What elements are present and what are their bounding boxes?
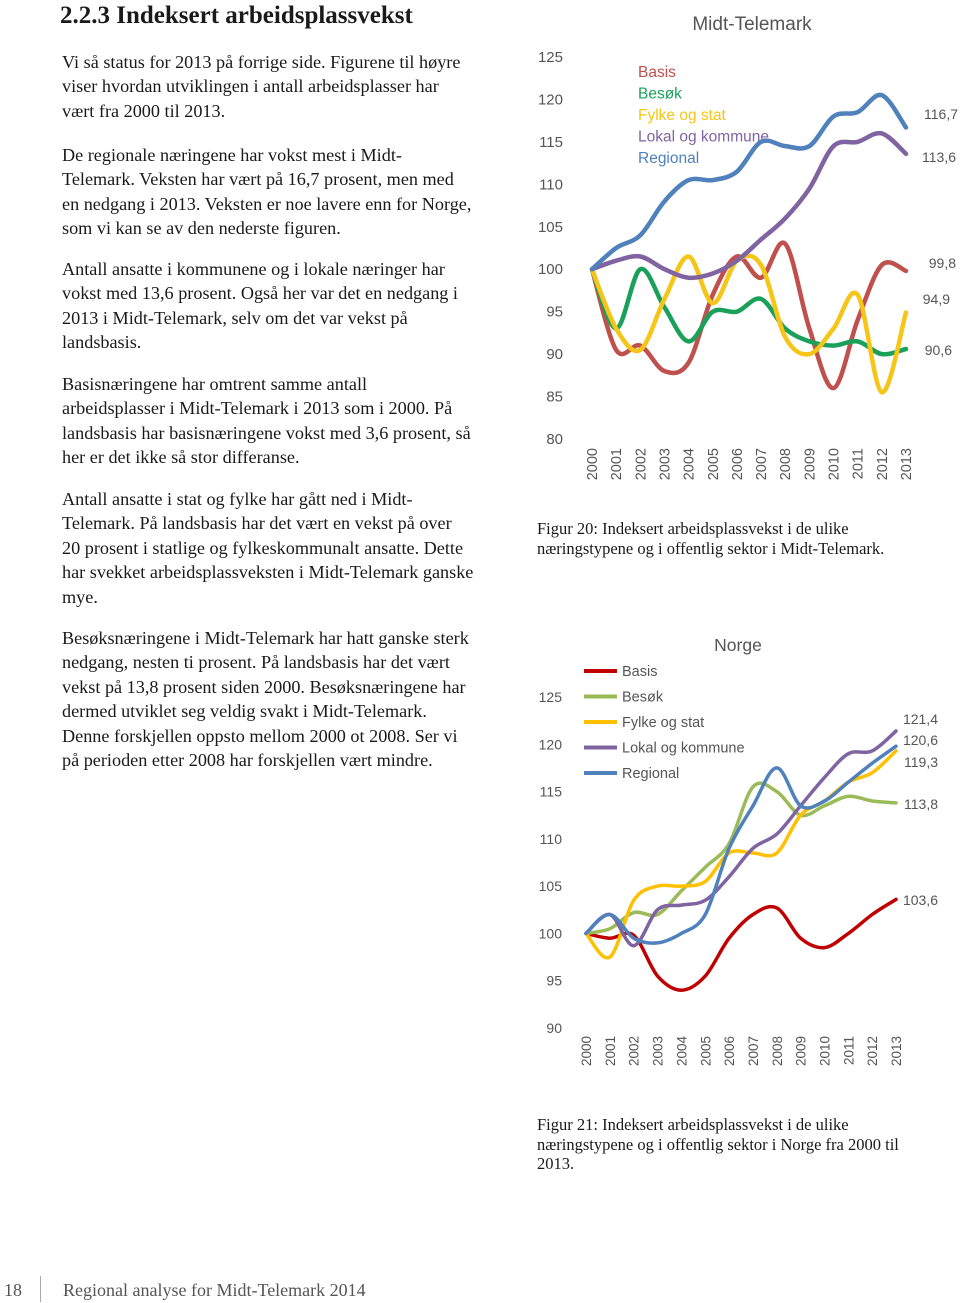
chart2-end-value-label: 113,8 [904,796,938,812]
chart1-x-tick-label: 2001 [609,448,626,481]
chart1-x-tick-label: 2000 [585,448,601,481]
section-heading: 2.2.3 Indeksert arbeidsplassvekst [60,2,413,29]
chart2-x-tick-label: 2004 [674,1036,690,1067]
chart1-x-tick-label: 2004 [681,448,698,481]
chart2-y-tick-label: 110 [539,830,562,847]
chart2-end-value-label: 120,6 [902,732,938,748]
chart1-x-tick-label: 2007 [754,448,771,481]
footer-publication-title: Regional analyse for Midt-Telemark 2014 [63,1280,366,1300]
chart2-end-value-label: 103,6 [902,892,938,908]
chart1-y-tick-label: 85 [546,388,563,406]
chart2-x-tick-label: 2001 [602,1036,618,1067]
paragraph-intro: Vi så status for 2013 på forrige side. Figurene til høyre viser hvordan utviklingen i antall arbeidsplasser har vært fra 2000 til 2013. [62,52,461,121]
figure-21-caption: Figur 21: Indeksert arbeidsplassvekst i de ulike næringstypene og i offentlig sektor i Norge fra 2000 til 2013. [537,1115,899,1173]
chart1-legend-label: Fylke og stat [638,107,726,124]
footer-divider [40,1276,41,1302]
chart2-x-tick-label: 2012 [865,1036,881,1067]
chart1-x-tick-label: 2013 [898,448,915,481]
page-number: 18 [4,1280,22,1300]
chart1-legend-label: Regional [638,150,700,167]
chart2-y-tick-label: 115 [539,783,562,800]
chart1-title: Midt-Telemark [692,14,812,35]
chart1-y-tick-label: 100 [537,261,563,279]
chart2-legend-label: Lokal og kommune [622,740,745,757]
chart1-end-value-label: 90,6 [924,342,952,358]
chart2-legend-label: Fylke og stat [622,715,705,731]
chart2-x-tick-label: 2009 [793,1036,809,1067]
paragraph-besok: Besøksnæringene i Midt-Telemark har hatt ganske sterk nedgang, nesten ti prosent. På landsbasis har det vært vekst på 13,8 prosent siden 2000. Besøksnæringene har dermed utviklet seg veldig svakt i Midt-Telemark. Denne forskjellen oppsto mellom 2000 ot 2008. Ser vi på perioden etter 2008 har forskjellen vært mindre. [62,628,469,771]
chart1-x-tick-label: 2002 [633,448,650,481]
chart1-x-tick-label: 2003 [657,448,674,481]
chart1-x-tick-label: 2006 [729,448,746,481]
chart1-series-fylke-og-stat-line [592,256,906,393]
chart2-y-tick-label: 95 [546,972,562,989]
chart1-x-tick-label: 2012 [874,448,891,481]
chart1-x-tick-label: 2005 [705,448,722,481]
chart2-y-tick-label: 105 [538,878,562,895]
chart2-end-value-label: 121,4 [902,711,938,727]
chart2-title: Norge [714,635,762,655]
chart1-y-tick-label: 115 [539,133,563,151]
chart2-legend-label: Basis [622,664,658,680]
chart1-end-value-label: 116,7 [924,106,958,122]
chart2-x-tick-label: 2010 [817,1036,833,1067]
chart1-y-tick-label: 120 [537,91,563,109]
chart1-y-tick-label: 125 [537,49,563,66]
chart2-x-tick-label: 2006 [722,1036,738,1067]
chart2-series-besok-line [586,783,896,933]
chart2-y-tick-label: 100 [538,925,562,942]
paragraph-regional: De regionale næringene har vokst mest i Midt-Telemark. Veksten har vært på 16,7 prosent, men med en nedgang i 2013. Veksten er noe lavere enn for Norge, som vi kan se av den nederste figuren. [62,145,472,239]
chart1-x-tick-label: 2011 [850,448,867,480]
chart2-x-tick-label: 2007 [745,1036,761,1067]
chart2-x-tick-label: 2013 [889,1036,905,1067]
chart1-y-tick-label: 105 [537,218,563,236]
chart1-end-value-label: 113,6 [922,149,956,165]
chart2-x-tick-label: 2000 [579,1036,594,1067]
chart2-x-tick-label: 2008 [769,1036,785,1067]
chart1-legend-label: Basis [638,64,676,81]
chart1-y-tick-label: 110 [539,176,563,194]
figure-20-caption: Figur 20: Indeksert arbeidsplassvekst i de ulike næringstypene og i offentlig sektor i Midt-Telemark. [537,519,885,558]
paragraph-lokal: Antall ansatte i kommunene og i lokale næringer har vokst med 13,6 prosent. Også her var det en nedgang i 2013 i Midt-Telemark, selv om det var vekst på landsbasis. [62,259,458,353]
chart2-y-tick-label: 120 [538,736,562,753]
chart1-x-tick-label: 2010 [826,448,843,481]
chart1-legend-label: Lokal og kommune [638,128,769,146]
chart1-y-tick-label: 95 [546,303,563,321]
chart2-x-tick-label: 2002 [626,1036,642,1067]
chart1-y-tick-label: 90 [546,346,563,364]
chart2-end-value-label: 119,3 [904,754,938,770]
chart2-x-tick-label: 2011 [841,1036,857,1066]
chart2-x-tick-label: 2005 [698,1036,714,1067]
chart1-x-tick-label: 2008 [778,448,795,481]
chart1-x-tick-label: 2009 [802,448,819,481]
paragraph-stat-fylke: Antall ansatte i stat og fylke har gått ned i Midt-Telemark. På landsbasis har det vært en vekst på over 20 prosent i statlige og fylkeskommunalt ansatte. Dette har svekket arbeidsplassveksten i Midt-Telemark ganske mye. [62,489,474,607]
chart1-end-value-label: 99,8 [928,255,956,271]
chart1-legend-label: Besøk [638,85,682,103]
chart1-end-value-label: 94,9 [922,291,950,307]
chart2-legend-label: Besøk [622,689,664,706]
chart2-x-tick-label: 2003 [650,1036,666,1067]
chart1-series-basis-line [592,243,906,389]
paragraph-basis: Basisnæringene har omtrent samme antall arbeidsplasser i Midt-Telemark i 2013 som i 2000. På landsbasis har basisnæringene vokst med 3,6 prosent, så her er det ikke så stor differanse. [62,374,471,468]
chart1-y-tick-label: 80 [546,431,563,448]
chart2-legend-label: Regional [622,766,680,782]
chart2-y-tick-label: 90 [546,1020,562,1036]
chart2-y-tick-label: 125 [538,689,562,705]
